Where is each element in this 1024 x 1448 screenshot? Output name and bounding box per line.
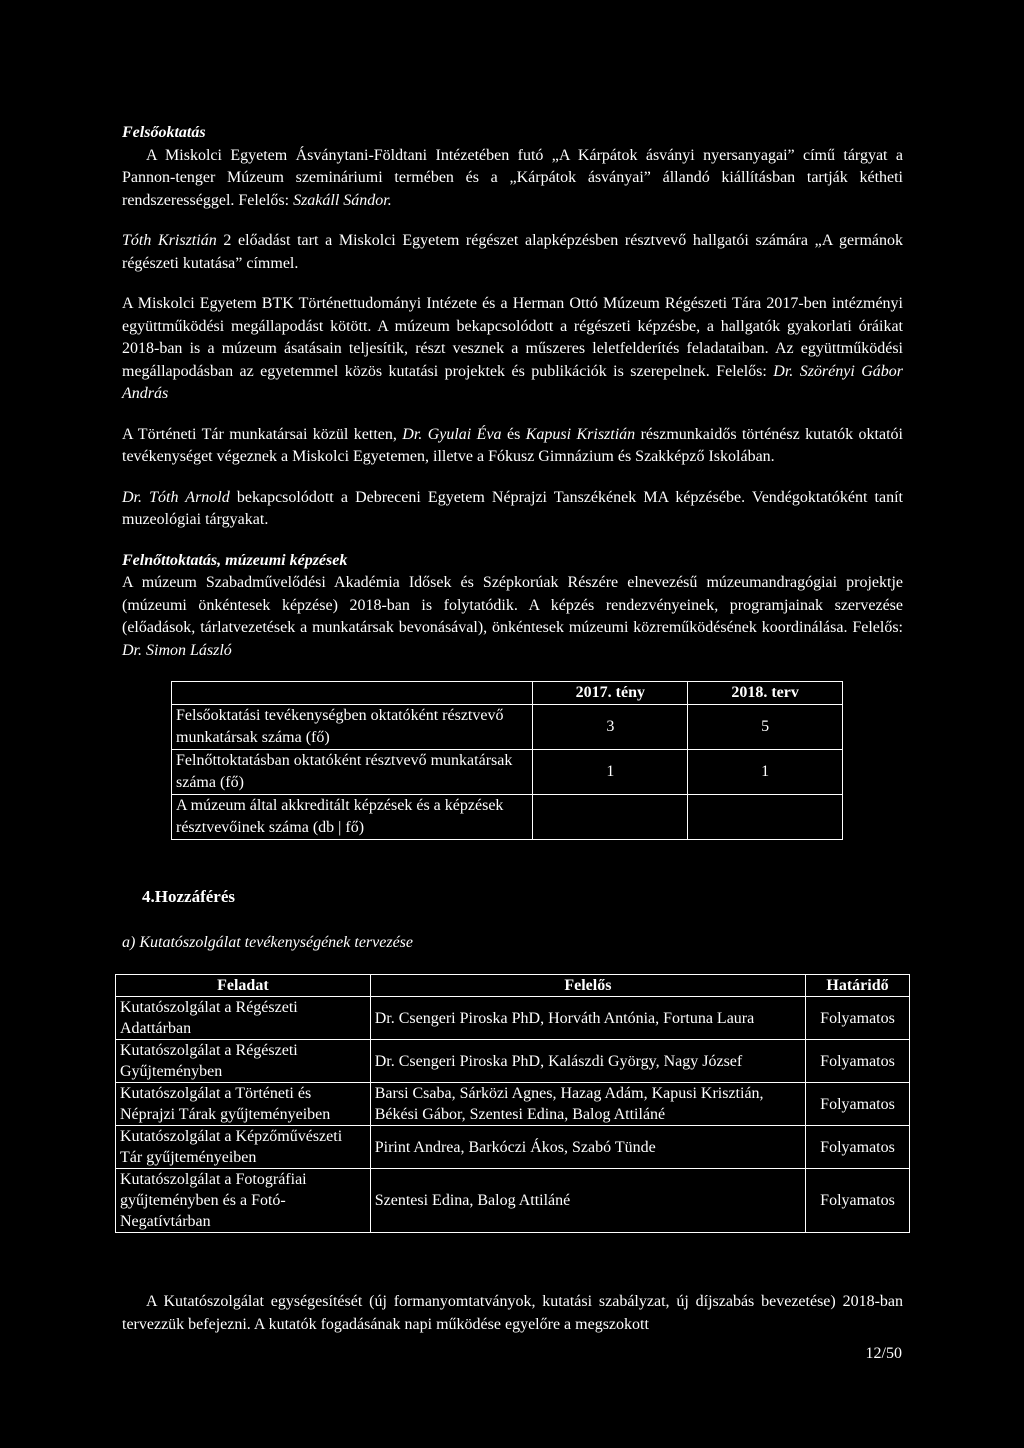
paragraph-3 [122, 293, 903, 406]
task-cell: Kutatószolgálat a Képzőművészeti Tár gyűjteményeiben [116, 1126, 371, 1169]
spacer [122, 406, 903, 424]
table-row [116, 1040, 910, 1083]
section-4-heading [142, 886, 235, 909]
stats-row-2018: 1 [688, 750, 843, 795]
task-header-felelos: Felelős [370, 975, 805, 997]
task-cell: Kutatószolgálat a Fotográfiai gyűjteményben és a Fotó-Negatívtárban [116, 1169, 371, 1233]
task-cell: Kutatószolgálat a Történeti és Néprajzi Tárak gyűjteményeiben [116, 1083, 371, 1126]
table-row [172, 750, 843, 795]
paragraph-6-responsible: Dr. Simon László [122, 641, 232, 659]
spacer [122, 469, 903, 487]
responsible-cell: Pirint Andrea, Barkóczi Ákos, Szabó Tünde [370, 1126, 805, 1169]
table-row [172, 705, 843, 750]
section-4-number: 4. [142, 887, 155, 906]
research-service-table [115, 974, 910, 1233]
deadline-cell: Folyamatos [806, 1040, 910, 1083]
paragraph-4-name-2: Kapusi Krisztián [525, 425, 636, 443]
task-header-feladat: Feladat [116, 975, 371, 997]
task-cell: Kutatószolgálat a Régészeti Adattárban [116, 997, 371, 1040]
section-4-title: Hozzáférés [154, 887, 235, 906]
table-row [172, 795, 843, 840]
paragraph-5 [122, 487, 903, 532]
paragraph-4-name-1: Dr. Gyulai Éva [402, 425, 502, 443]
spacer [122, 532, 903, 550]
stats-row-label: Felsőoktatási tevékenységben oktatóként résztvevő munkatársak száma (fő) [172, 705, 533, 750]
responsible-cell: Barsi Csaba, Sárközi Agnes, Hazag Adám, Kapusi Krisztián, Békési Gábor, Szentesi Edina, Balog Attiláné [370, 1083, 805, 1126]
page-number: 12/50 [865, 1345, 902, 1362]
deadline-cell: Folyamatos [806, 1169, 910, 1233]
spacer [122, 212, 903, 230]
stats-row-2017 [533, 795, 688, 840]
statistics-table [171, 681, 843, 840]
spacer [122, 275, 903, 293]
paragraph-4-text-b: és [501, 425, 526, 443]
deadline-cell: Folyamatos [806, 1083, 910, 1126]
paragraph-1-text: A Miskolci Egyetem Ásványtani-Földtani Intézetében futó „A Kárpátok ásványi nyersanyagai” című tárgyat a Pannon-tenger Múzeum szemináriumi termében és a „Kárpátok ásványai” állandó kiállításban tartják kétheti rendszerességgel. Felelős: [122, 146, 903, 209]
stats-row-2018: 5 [688, 705, 843, 750]
paragraph-6-text: A múzeum Szabadművelődési Akadémia Idősek és Szépkorúak Részére elnevezésű múzeumandragógiai projektje (múzeumi önkéntesek képzése) 2018-ban is folytatódik. A képzés rendezvényeinek, programjainak szervezése (előadások, tárlatvezetések a munkatársak bevonásával), önkéntesek múzeumi közreműködésének koordinálása. Felelős: [122, 574, 903, 636]
heading-felnottoktatas: Felnőttoktatás, múzeumi képzések [122, 551, 348, 569]
stats-row-2017: 3 [533, 705, 688, 750]
paragraph-3-responsible: Dr. Szörényi Gábor András [122, 362, 904, 402]
responsible-cell: Dr. Csengeri Piroska PhD, Kalászdi György, Nagy József [370, 1040, 805, 1083]
deadline-cell: Folyamatos [806, 997, 910, 1040]
table-row [116, 1126, 910, 1169]
paragraph-2-name: Tóth Krisztián [122, 232, 217, 249]
stats-header-2017: 2017. tény [533, 682, 688, 705]
subsection-a-heading: a) Kutatószolgálat tevékenységének tervezése [122, 934, 413, 951]
task-header-hatarido: Határidő [806, 975, 910, 997]
paragraph-5-text: bekapcsolódott a Debreceni Egyetem Néprajzi Tanszékének MA képzésébe. Vendégoktatóként tanít muzeológiai tárgyakat. [122, 488, 903, 528]
responsible-cell: Dr. Csengeri Piroska PhD, Horváth Antónia, Fortuna Laura [370, 997, 805, 1040]
stats-header-2018: 2018. terv [688, 682, 843, 705]
responsible-cell: Szentesi Edina, Balog Attiláné [370, 1169, 805, 1233]
paragraph-3-text: A Miskolci Egyetem BTK Történettudományi Intézete és a Herman Ottó Múzeum Régészeti Tára 2017-ben intézményi együttműködési megállapodást kötött. A múzeum bekapcsolódott a régészeti képzésbe, a hallgatók gyakorlati óráikat 2018-ban is a múzeum ásatásain teljesítik, részt vesznek a műszeres leletfelderítés feladataiban. Az együttműködési megállapodásban az egyetemmel közös kutatási projektek és publikációk is szerepelnek. Felelős: [122, 295, 903, 380]
paragraph-2-text: 2 előadást tart a Miskolci Egyetem régészet alapképzésben résztvevő hallgatói számára „A germánok régészeti kutatása” címmel. [122, 232, 904, 272]
paragraph-4-text-a: A Történeti Tár munkatársai közül ketten, [122, 425, 403, 443]
stats-row-label: Felnőttoktatásban oktatóként résztvevő munkatársak száma (fő) [172, 750, 533, 795]
table-row [116, 997, 910, 1040]
content-column [122, 122, 903, 840]
paragraph-1 [122, 145, 903, 213]
stats-row-label: A múzeum által akkreditált képzések és a képzések résztvevőinek száma (db | fő) [172, 795, 533, 840]
stats-header-row [172, 682, 843, 705]
paragraph-6 [122, 572, 903, 662]
paragraph-4-text-c: részmunkaidős történész kutatók oktatói tevékenységet végeznek a Miskolci Egyetemen, illetve a Fókusz Gimnázium és Szakképző Iskolában. [122, 425, 903, 465]
paragraph-2 [122, 230, 903, 275]
stats-header-empty [172, 682, 533, 705]
paragraph-1-responsible: Szakáll Sándor. [293, 191, 392, 209]
stats-row-2018 [688, 795, 843, 840]
stats-row-2017: 1 [533, 750, 688, 795]
paragraph-4 [122, 424, 903, 469]
task-cell: Kutatószolgálat a Régészeti Gyűjteményben [116, 1040, 371, 1083]
paragraph-5-name: Dr. Tóth Arnold [122, 488, 230, 506]
table-row [116, 1169, 910, 1233]
deadline-cell: Folyamatos [806, 1126, 910, 1169]
paragraph-bottom: A Kutatószolgálat egységesítését (új formanyomtatványok, kutatási szabályzat, új díjszabás bevezetése) 2018-ban tervezzük befejezni. A kutatók fogadásának napi működése egyelőre a megszokott [122, 1293, 903, 1333]
task-header-row [116, 975, 910, 997]
table-row [116, 1083, 910, 1126]
heading-felsooktatas: Felsőoktatás [122, 124, 206, 141]
